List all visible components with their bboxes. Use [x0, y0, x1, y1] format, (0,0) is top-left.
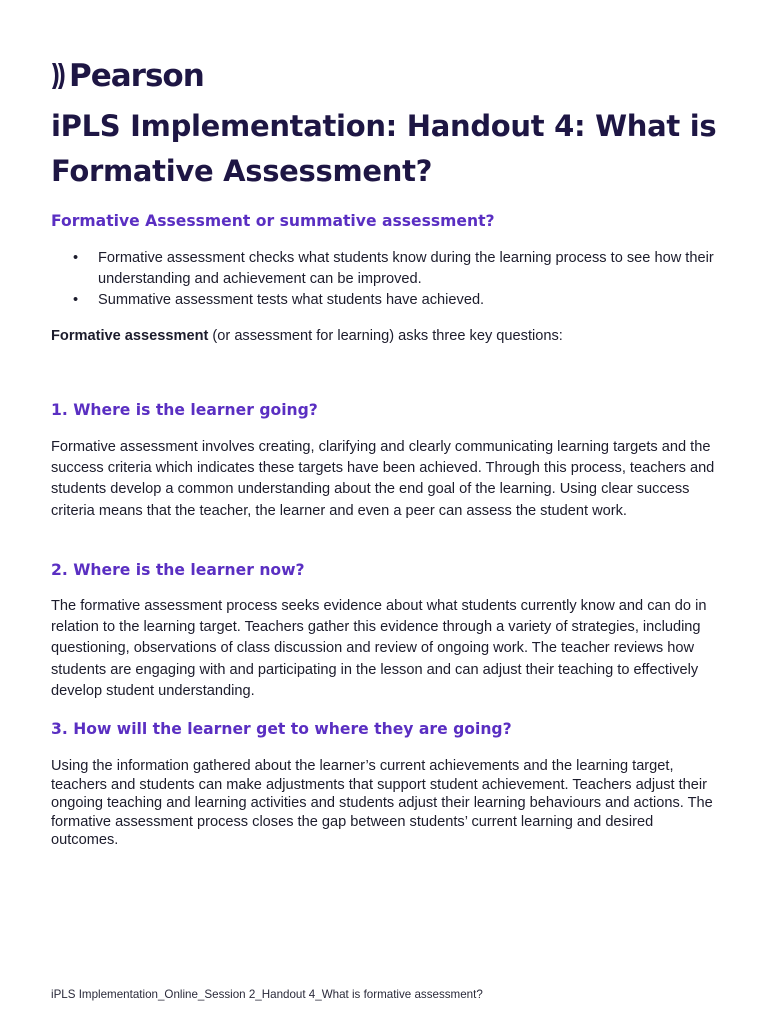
- page-title: iPLS Implementation: Handout 4: What is Formative Assessment?: [51, 109, 717, 188]
- question-1-heading: 1. Where is the learner going?: [51, 401, 318, 419]
- question-3-body: Using the information gathered about the learner’s current achievements and the learning target, teachers and students can make adjustments that support student achievement. Teachers adjust their ongoing teaching and learning activities and students adjust their learning behaviours and actions. The formative assessment process closes the gap between students’ current learning and desired outcomes.: [51, 758, 713, 849]
- bullet-list: [51, 248, 731, 311]
- lead-bold-term: Formative assessment: [51, 328, 209, 344]
- question-1-body: Formative assessment involves creating, clarifying and clearly communicating learning targets and the success criteria which indicates these targets have been achieved. Through this process, teachers and students develop a common understanding about the end goal of the learning. Using clear success criteria means that the teacher, the learner and even a peer can assess the student work.: [51, 439, 715, 519]
- bullet-icon: •: [73, 292, 79, 308]
- pearson-chevron-icon: [51, 61, 67, 91]
- intro-heading: Formative Assessment or summative assessment?: [51, 212, 495, 230]
- pearson-logo: [51, 58, 204, 94]
- question-2-heading: 2. Where is the learner now?: [51, 561, 305, 579]
- list-item: [51, 290, 731, 311]
- page-footer: iPLS Implementation_Online_Session 2_Handout 4_What is formative assessment?: [51, 988, 483, 1001]
- intro-lead-paragraph: [51, 326, 723, 347]
- list-item-text: Summative assessment tests what students have achieved.: [98, 292, 485, 308]
- bullet-icon: •: [73, 250, 79, 266]
- question-3-heading: 3. How will the learner get to where they are going?: [51, 720, 512, 738]
- list-item-text: Formative assessment checks what students know during the learning process to see how their understanding and achievement can be improved.: [98, 250, 714, 287]
- list-item: [51, 248, 731, 290]
- question-2-body: The formative assessment process seeks evidence about what students currently know and can do in relation to the learning target. Teachers gather this evidence through a variety of strategies, including questioning, observations of class discussion and review of ongoing work. The teacher reviews how students are engaging with and participating in the lesson and can adjust their teaching to effectively develop student understanding.: [51, 598, 707, 699]
- lead-text: (or assessment for learning) asks three key questions:: [208, 328, 563, 344]
- logo-wordmark: Pearson: [69, 57, 204, 94]
